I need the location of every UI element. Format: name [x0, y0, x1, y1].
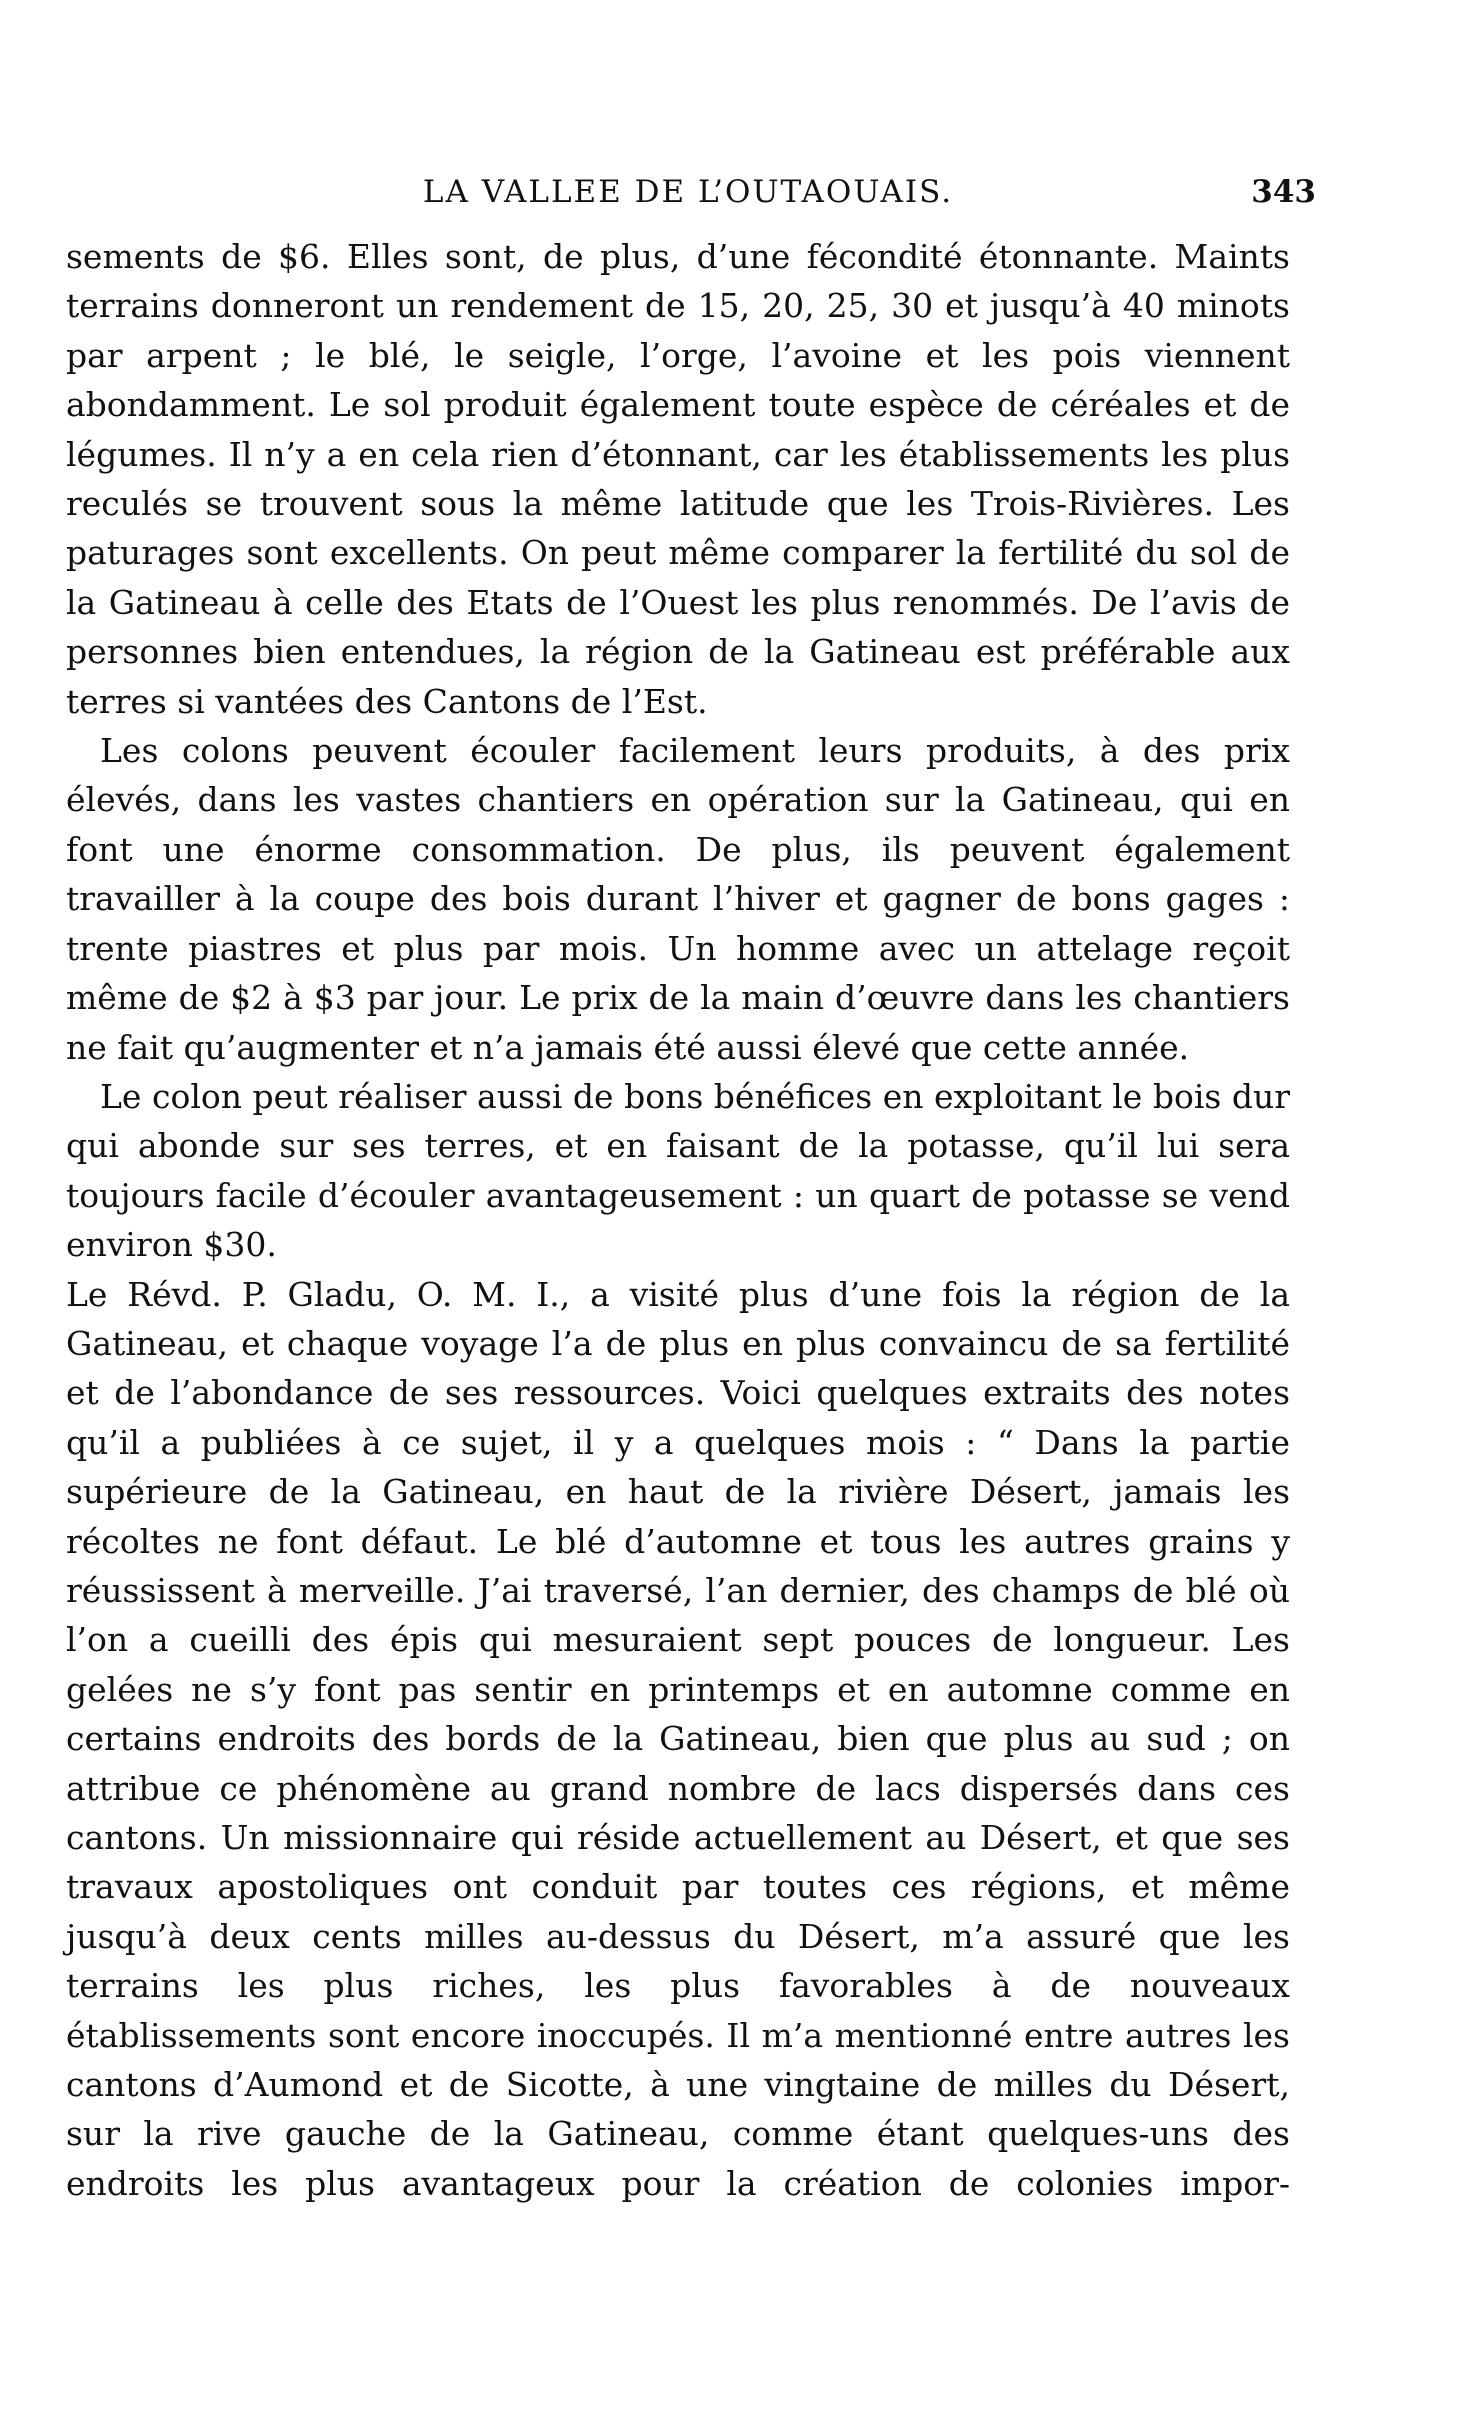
paragraph-3: Le colon peut réaliser aussi de bons bénéfices en exploitant le bois dur qui abonde sur ses terres, et en faisant de la potasse, qu’il lui sera toujours facile d’écouler avantageusement : un quart de potasse se vend environ $30.: [66, 1076, 1290, 1265]
paragraph-2: Les colons peuvent écouler facilement leurs produits, à des prix élevés, dans les vastes chantiers en opération sur la Gatineau, qui en font une énorme consommation. De plus, ils peuvent également travailler à la coupe des bois durant l’hiver et gagner de bons gages : trente piastres et plus par mois. Un homme avec un attelage reçoit même de $2 à $3 par jour. Le prix de la main d’œuvre dans les chantiers ne fait qu’augmenter et n’a jamais été aussi élevé que cette année.: [66, 731, 1290, 1067]
page-header: [66, 170, 1316, 216]
paragraph-4: Le Révd. P. Gladu, O. M. I., a visité plus d’une fois la région de la Gatineau, et chaque voyage l’a de plus en plus convaincu de sa fertilité et de l’abondance de ses ressources. Voici quelques extraits des notes qu’il a publiées à ce sujet, il y a quelques mois : “ Dans la partie supérieure de la Gatineau, en haut de la rivière Désert, jamais les récoltes ne font défaut. Le blé d’automne et tous les autres grains y réussissent à merveille. J’ai traversé, l’an dernier, des champs de blé où l’on a cueilli des épis qui mesuraient sept pouces de longueur. Les gelées ne s’y font pas sentir en printemps et en automne comme en certains endroits des bords de la Gatineau, bien que plus au sud ; on attribue ce phénomène au grand nombre de lacs dispersés dans ces cantons. Un missionnaire qui réside actuellement au Désert, et que ses travaux apostoliques ont conduit par toutes ces régions, et même jusqu’à deux cents milles au-dessus du Désert, m’a assuré que les terrains les plus riches, les plus favorables à de nouveaux établissements sont encore inoccupés. Il m’a mentionné entre autres les cantons d’Aumond et de Sicotte, à une vingtaine de milles du Désert, sur la rive gauche de la Gatineau, comme étant quelques-uns des endroits les plus avantageux pour la création de colonies impor-: [66, 1274, 1290, 2203]
body-text: [66, 232, 1290, 2208]
running-title: LA VALLEE DE L’OUTAOUAIS.: [422, 174, 954, 210]
paragraph-1: sements de $6. Elles sont, de plus, d’une fécondité étonnante. Maints terrains donneront un rendement de 15, 20, 25, 30 et jusqu’à 40 minots par arpent ; le blé, le seigle, l’orge, l’avoine et les pois viennent abondamment. Le sol produit également toute espèce de céréales et de légumes. Il n’y a en cela rien d’étonnant, car les établissements les plus reculés se trouvent sous la même latitude que les Trois-Rivières. Les paturages sont excellents. On peut même comparer la fertilité du sol de la Gatineau à celle des Etats de l’Ouest les plus renommés. De l’avis de personnes bien entendues, la région de la Gatineau est préférable aux terres si vantées des Cantons de l’Est.: [66, 237, 1290, 721]
page-number: 343: [1251, 174, 1316, 210]
